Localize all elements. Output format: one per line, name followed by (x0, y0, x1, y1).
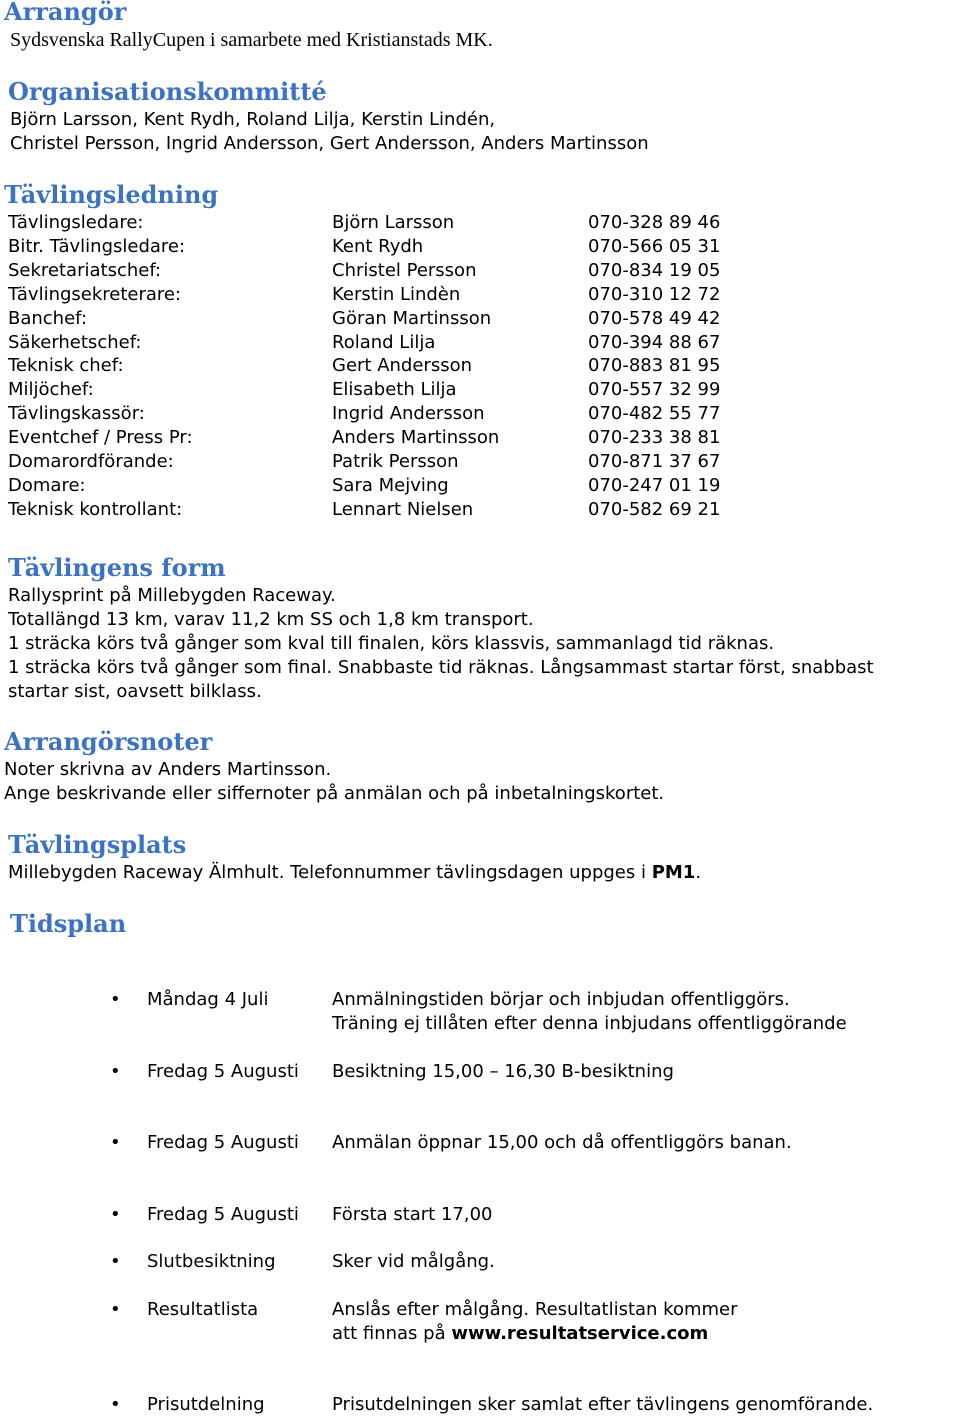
ledning-name: Kent Rydh (332, 236, 424, 257)
noter-line: Noter skrivna av Anders Martinsson. (4, 759, 332, 780)
resultatservice-link[interactable]: www.resultatservice.com (451, 1323, 709, 1344)
tidsplan-text-part: att finnas på (332, 1323, 452, 1344)
heading-arrangor: Arrangör (4, 0, 127, 26)
tidsplan-date: Fredag 5 Augusti (147, 1132, 299, 1153)
bullet: • (110, 989, 121, 1010)
ledning-name: Patrik Persson (332, 451, 459, 472)
arrangor-text: Sydsvenska RallyCupen i samarbete med Kristianstads MK. (10, 29, 493, 51)
ledning-phone: 070-482 55 77 (588, 403, 721, 424)
bullet: • (110, 1299, 121, 1320)
ledning-name: Björn Larsson (332, 212, 455, 233)
tidsplan-text: Första start 17,00 (332, 1204, 493, 1225)
organisation-line1: Björn Larsson, Kent Rydh, Roland Lilja, Kerstin Lindén, (10, 109, 496, 130)
bullet: • (110, 1251, 121, 1272)
ledning-name: Lennart Nielsen (332, 499, 474, 520)
ledning-role: Tävlingsekreterare: (8, 284, 182, 305)
ledning-phone: 070-578 49 42 (588, 308, 721, 329)
heading-ledning: Tävlingsledning (4, 180, 219, 209)
tidsplan-text: Sker vid målgång. (332, 1251, 495, 1272)
ledning-phone: 070-233 38 81 (588, 427, 721, 448)
heading-organisation: Organisationskommitté (8, 77, 327, 106)
plats-pm: PM1 (651, 862, 696, 883)
tidsplan-text: Besiktning 15,00 – 16,30 B-besiktning (332, 1061, 674, 1082)
ledning-name: Elisabeth Lilja (332, 379, 457, 400)
ledning-role: Tävlingsledare: (8, 212, 144, 233)
ledning-name: Gert Andersson (332, 355, 473, 376)
ledning-role: Bitr. Tävlingsledare: (8, 236, 186, 257)
noter-line: Ange beskrivande eller siffernoter på anmälan och på inbetalningskortet. (4, 783, 665, 804)
ledning-phone: 070-557 32 99 (588, 379, 721, 400)
plats-text (8, 861, 701, 885)
ledning-role: Banchef: (8, 308, 87, 329)
tidsplan-text: Prisutdelningen sker samlat efter tävlingens genomförande. (332, 1394, 874, 1415)
tidsplan-date: Prisutdelning (147, 1394, 265, 1415)
ledning-phone: 070-566 05 31 (588, 236, 721, 257)
ledning-name: Anders Martinsson (332, 427, 500, 448)
ledning-role: Tävlingskassör: (8, 403, 145, 424)
ledning-phone: 070-871 37 67 (588, 451, 721, 472)
form-line: 1 sträcka körs två gånger som final. Snabbaste tid räknas. Långsammast startar först, snabbast (8, 657, 874, 678)
bullet: • (110, 1132, 121, 1153)
heading-tidsplan: Tidsplan (10, 909, 127, 938)
ledning-phone: 070-328 89 46 (588, 212, 721, 233)
tidsplan-text: Anslås efter målgång. Resultatlistan kommer (332, 1299, 738, 1320)
tidsplan-date: Fredag 5 Augusti (147, 1204, 299, 1225)
form-line: Totallängd 13 km, varav 11,2 km SS och 1,8 km transport. (8, 609, 534, 630)
tidsplan-text: Träning ej tillåten efter denna inbjudans offentliggörande (332, 1013, 847, 1034)
form-line: 1 sträcka körs två gånger som kval till finalen, körs klassvis, sammanlagd tid räknas. (8, 633, 775, 654)
plats-end: . (695, 862, 702, 883)
ledning-role: Sekretariatschef: (8, 260, 162, 281)
heading-plats: Tävlingsplats (8, 830, 187, 859)
ledning-name: Roland Lilja (332, 332, 436, 353)
ledning-phone: 070-310 12 72 (588, 284, 721, 305)
ledning-name: Christel Persson (332, 260, 477, 281)
tidsplan-date: Resultatlista (147, 1299, 259, 1320)
ledning-phone: 070-883 81 95 (588, 355, 721, 376)
ledning-phone: 070-247 01 19 (588, 475, 721, 496)
ledning-role: Domarordförande: (8, 451, 174, 472)
bullet: • (110, 1394, 121, 1415)
plats-text-main: Millebygden Raceway Älmhult. Telefonnummer tävlingsdagen uppges i (8, 862, 652, 883)
ledning-name: Ingrid Andersson (332, 403, 485, 424)
ledning-phone: 070-834 19 05 (588, 260, 721, 281)
ledning-phone: 070-582 69 21 (588, 499, 721, 520)
bullet: • (110, 1061, 121, 1082)
ledning-name: Göran Martinsson (332, 308, 492, 329)
tidsplan-text: Anmälan öppnar 15,00 och då offentliggörs banan. (332, 1132, 792, 1153)
tidsplan-date: Måndag 4 Juli (147, 989, 269, 1010)
ledning-role: Eventchef / Press Pr: (8, 427, 193, 448)
ledning-role: Teknisk chef: (8, 355, 124, 376)
form-line: startar sist, oavsett bilklass. (8, 681, 262, 702)
ledning-name: Kerstin Lindèn (332, 284, 461, 305)
ledning-role: Miljöchef: (8, 379, 94, 400)
heading-form: Tävlingens form (8, 553, 226, 582)
ledning-role: Säkerhetschef: (8, 332, 142, 353)
bullet: • (110, 1204, 121, 1225)
ledning-name: Sara Mejving (332, 475, 449, 496)
organisation-line2: Christel Persson, Ingrid Andersson, Gert Andersson, Anders Martinsson (10, 133, 649, 154)
ledning-role: Domare: (8, 475, 86, 496)
form-line: Rallysprint på Millebygden Raceway. (8, 585, 336, 606)
ledning-phone: 070-394 88 67 (588, 332, 721, 353)
ledning-role: Teknisk kontrollant: (8, 499, 183, 520)
tidsplan-text: Anmälningstiden börjar och inbjudan offentliggörs. (332, 989, 790, 1010)
heading-noter: Arrangörsnoter (4, 727, 213, 756)
tidsplan-text (332, 1322, 708, 1346)
tidsplan-date: Fredag 5 Augusti (147, 1061, 299, 1082)
tidsplan-date: Slutbesiktning (147, 1251, 276, 1272)
